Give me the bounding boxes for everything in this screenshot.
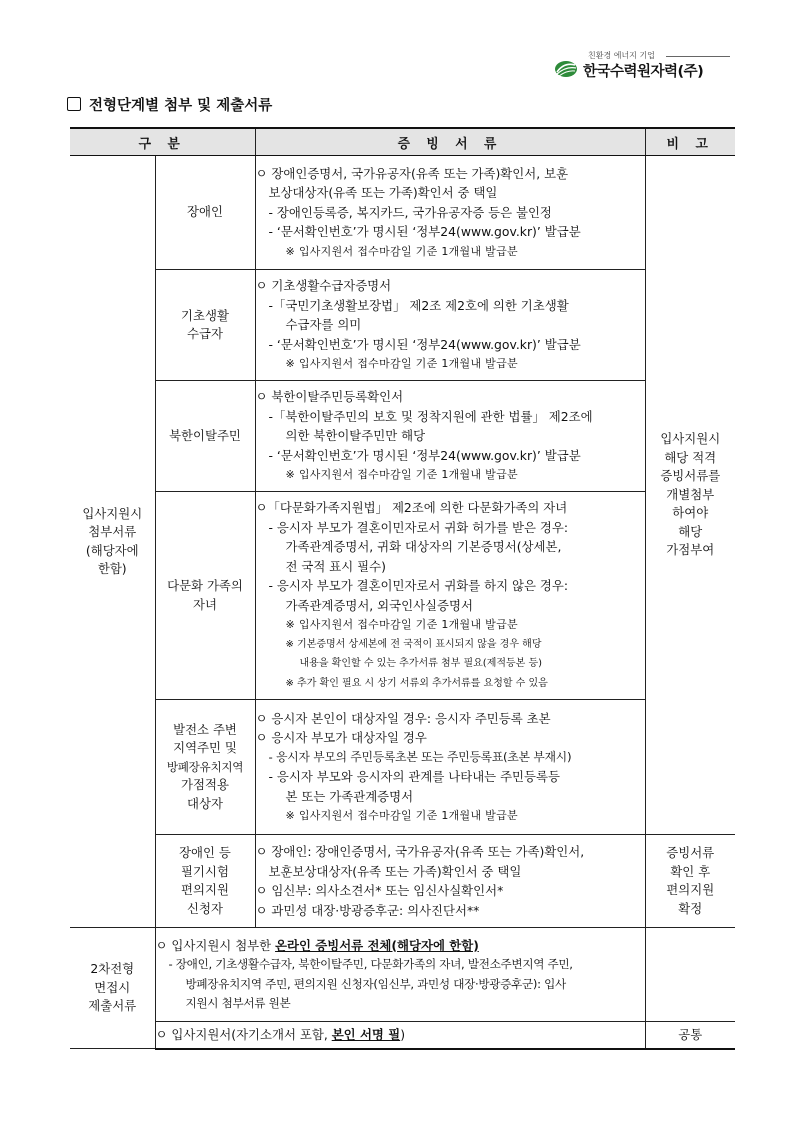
company-name: 한국수력원자력(주) [583, 64, 704, 80]
tagline-divider [666, 56, 730, 57]
table-row [70, 700, 735, 835]
header-documents: 증 빙 서 류 [255, 128, 645, 156]
checkbox-icon [67, 97, 81, 111]
documents-table [70, 127, 735, 1050]
row-docs-defector: ㅇ 북한이탈주민등록확인서 -「북한이탈주민의 보호 및 정착지원에 관한 법률」 제2조에 의한 북한이탈주민만 해당 - ‘문서확인번호’가 명시된 ‘정부24(www.gov.kr)’ 발급분 ※ 입사지원서 접수마감일 기준 1개월내 발급분 [255, 381, 645, 492]
table-row [70, 928, 735, 1022]
section-title-text: 전형단계별 첨부 및 제출서류 [89, 98, 273, 114]
group-label-interview: 2차전형 면접시 제출서류 [70, 928, 155, 1049]
remark-test-accommodation: 증빙서류 확인 후 편의지원 확정 [645, 835, 735, 928]
table-row [70, 381, 735, 492]
row-docs-disabled: ㅇ 장애인증명서, 국가유공자(유족 또는 가족)확인서, 보훈 보상대상자(유족 또는 가족)확인서 중 택일 - 장애인등록증, 복지카드, 국가유공자증 등은 불인정 - ‘문서확인번호’가 명시된 ‘정부24(www.gov.kr)’ 발급분 ※ 입사지원서 접수마감일 기준 1개월내 발급분 [255, 156, 645, 270]
header-remarks: 비 고 [645, 128, 735, 156]
table-row [70, 835, 735, 928]
table-row [70, 1022, 735, 1049]
row-label-disabled: 장애인 [155, 156, 255, 270]
remark-empty [645, 928, 735, 1022]
row-docs-basic-livelihood: ㅇ 기초생활수급자증명서 -「국민기초생활보장법」 제2조 제2호에 의한 기초생활 수급자를 의미 - ‘문서확인번호’가 명시된 ‘정부24(www.gov.kr)’ 발급분 ※ 입사지원서 접수마감일 기준 1개월내 발급분 [255, 270, 645, 381]
table-row [70, 156, 735, 270]
row-docs-test-accommodation: ㅇ 장애인: 장애인증명서, 국가유공자(유족 또는 가족)확인서, 보훈보상대상자(유족 또는 가족)확인서 중 택일 ㅇ 임신부: 의사소견서* 또는 임신사실확인서* ㅇ 과민성 대장·방광증후군: 의사진단서** [255, 835, 645, 928]
group-label-application: 입사지원시 첨부서류 (해당자에 한함) [70, 156, 155, 928]
interview-docs-application: ㅇ 입사지원서(자기소개서 포함, 본인 서명 필) [155, 1022, 645, 1049]
remark-application: 입사지원시 해당 적격 증빙서류를 개별첨부 하여야 해당 가점부여 [645, 156, 735, 835]
section-title [67, 94, 272, 115]
row-docs-plant-area: ㅇ 응시자 본인이 대상자일 경우: 응시자 주민등록 초본 ㅇ 응시자 부모가 대상자일 경우 - 응시자 부모의 주민등록초본 또는 주민등록표(초본 부재시) - 응시자 부모와 응시자의 관계를 나타내는 주민등록등 본 또는 가족관계증명서 ※ 입사지원서 접수마감일 기준 1개월내 발급분 [255, 700, 645, 835]
table-row [70, 270, 735, 381]
row-label-test-accommodation: 장애인 등 필기시험 편의지원 신청자 [155, 835, 255, 928]
row-label-defector: 북한이탈주민 [155, 381, 255, 492]
row-label-basic-livelihood: 기초생활 수급자 [155, 270, 255, 381]
interview-docs-online: ㅇ 입사지원시 첨부한 온라인 증빙서류 전체(해당자에 한함) - 장애인, 기초생활수급자, 북한이탈주민, 다문화가족의 자녀, 발전소주변지역 주민, 방폐장유치지역 주민, 편의지원 신청자(임신부, 과민성 대장·방광증후군): 입사 지원시 첨부서류 원본 [155, 928, 645, 1022]
table-header-row [70, 128, 735, 156]
remark-common: 공통 [645, 1022, 735, 1049]
row-label-plant-area: 발전소 주변 지역주민 및 방폐장유치지역 가점적용 대상자 [155, 700, 255, 835]
row-docs-multicultural: ㅇ「다문화가족지원법」 제2조에 의한 다문화가족의 자녀 - 응시자 부모가 결혼이민자로서 귀화 허가를 받은 경우: 가족관계증명서, 귀화 대상자의 기본증명서(상세본, 전 국적 표시 필수) - 응시자 부모가 결혼이민자로서 귀화를 하지 않은 경우: 가족관계증명서, 외국인사실증명서 ※ 입사지원서 접수마감일 기준 1개월내 발급분 ※ 기본증명서 상세본에 전 국적이 표시되지 않을 경우 해당 내용을 확인할 수 있는 추가서류 첨부 필요(제적등본 등) ※ 추가 확인 필요 시 상기 서류외 추가서류를 요청할 수 있음 [255, 492, 645, 700]
table-row [70, 492, 735, 700]
header-category: 구 분 [70, 128, 255, 156]
row-label-multicultural: 다문화 가족의 자녀 [155, 492, 255, 700]
company-logo-icon [554, 60, 578, 78]
company-tagline: 친환경 에너지 기업 [588, 51, 655, 60]
